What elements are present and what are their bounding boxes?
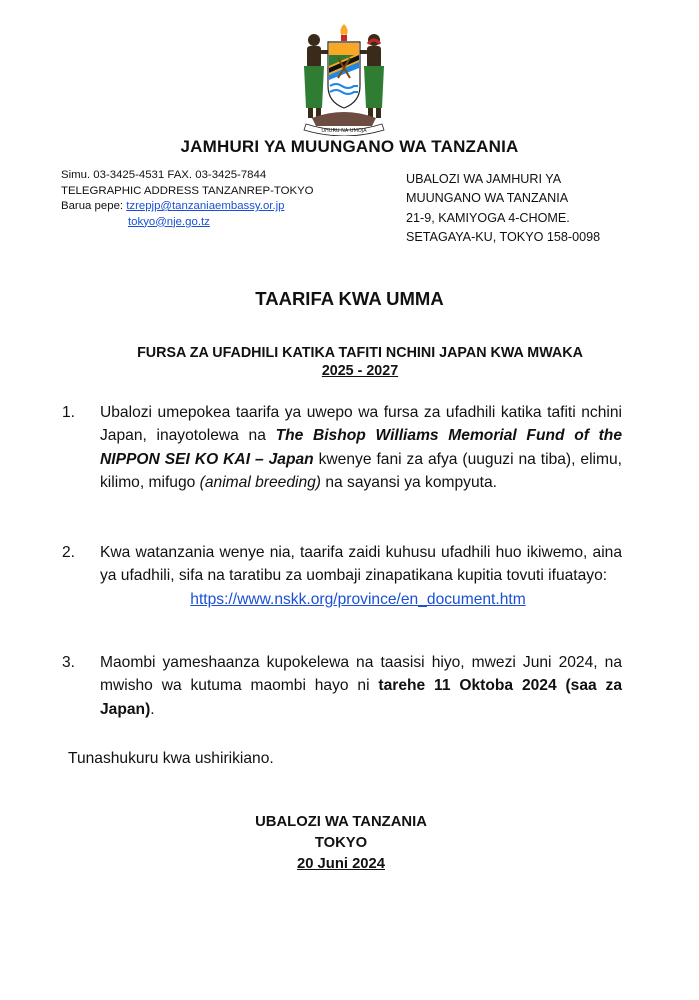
website-link[interactable]: https://www.nskk.org/province/en_document.htm <box>190 590 526 608</box>
item-text <box>100 541 622 611</box>
email-label: Barua pepe: <box>61 200 127 212</box>
coat-of-arms-emblem <box>292 22 396 136</box>
list-item <box>62 541 622 611</box>
item-text <box>100 401 622 494</box>
embassy-address <box>406 170 600 247</box>
email-line <box>61 199 314 215</box>
item-text <box>100 651 622 721</box>
closing-text: Tunashukuru kwa ushirikiano. <box>68 750 274 767</box>
deadline-text: tarehe 11 Oktoba 2024 (saa za Japan) <box>100 677 622 718</box>
item-text-part: Kwa watanzania wenye nia, taarifa zaidi kuhusu ufadhili huo ikiwemo, aina ya ufadhili, sifa na taratibu za uombaji zinapatikana kupitia tovuti ifuatayo: <box>100 544 622 585</box>
address-line: SETAGAYA-KU, TOKYO 158-0098 <box>406 229 601 244</box>
item-number: 1. <box>62 404 76 421</box>
signature-line-2: TOKYO <box>314 835 368 851</box>
subject-line-1: FURSA ZA UFADHILI KATIKA TAFITI NCHINI JAPAN KWA MWAKA <box>137 345 583 361</box>
item-text-italic: (animal breeding) <box>199 473 322 491</box>
item-text-part: na sayansi ya kompyuta. <box>321 473 497 491</box>
address-line: MUUNGANO WA TANZANIA <box>406 191 569 206</box>
notice-subject <box>60 344 660 380</box>
item-text-part: Ubalozi umepokea taarifa ya uwepo wa fursa za ufadhili katika tafiti nchini Japan, inayotolewa na <box>100 404 622 445</box>
list-item <box>62 651 622 721</box>
signature-line-1: UBALOZI WA TANZANIA <box>255 814 427 830</box>
contact-block <box>61 168 314 230</box>
torch-icon <box>340 24 347 41</box>
telegraphic-address-line: TELEGRAPHIC ADDRESS TANZANREP-TOKYO <box>61 184 314 197</box>
email-link-primary[interactable]: tzrepjp@tanzaniaembassy.or.jp <box>126 200 285 212</box>
list-item <box>62 401 622 494</box>
signature-block <box>0 812 682 875</box>
email-link-secondary[interactable]: tokyo@nje.go.tz <box>128 215 210 228</box>
item-text-part: kwenye fani za afya (uuguzi na tiba), elimu, kilimo, mifugo <box>100 450 622 491</box>
motto-text: UHURU NA UMOJA <box>321 128 367 134</box>
address-line: 21-9, KAMIYOGA 4-CHOME. <box>406 210 570 225</box>
item-text-part: Maombi yameshaanza kupokelewa na taasisi hiyo, mwezi Juni 2024, na mwisho wa kutuma maombi hayo ni <box>100 654 622 695</box>
phone-fax-line: Simu. 03-3425-4531 FAX. 03-3425-7844 <box>61 169 267 181</box>
fund-name: The Bishop Williams Memorial Fund of the NIPPON SEI KO KAI – Japan <box>100 427 622 468</box>
item-number: 3. <box>62 654 76 671</box>
subject-line-2: 2025 - 2027 <box>321 363 399 379</box>
notice-title: TAARIFA KWA UMMA <box>255 288 444 309</box>
address-line: UBALOZI WA JAMHURI YA <box>406 172 562 186</box>
item-number: 2. <box>62 544 76 561</box>
republic-title: JAMHURI YA MUUNGANO WA TANZANIA <box>180 137 519 156</box>
email-line-secondary <box>61 215 314 231</box>
signature-date: 20 Juni 2024 <box>296 856 385 872</box>
item-text-part: . <box>150 700 155 718</box>
shield-icon <box>328 42 360 108</box>
mountain-base <box>312 112 376 126</box>
